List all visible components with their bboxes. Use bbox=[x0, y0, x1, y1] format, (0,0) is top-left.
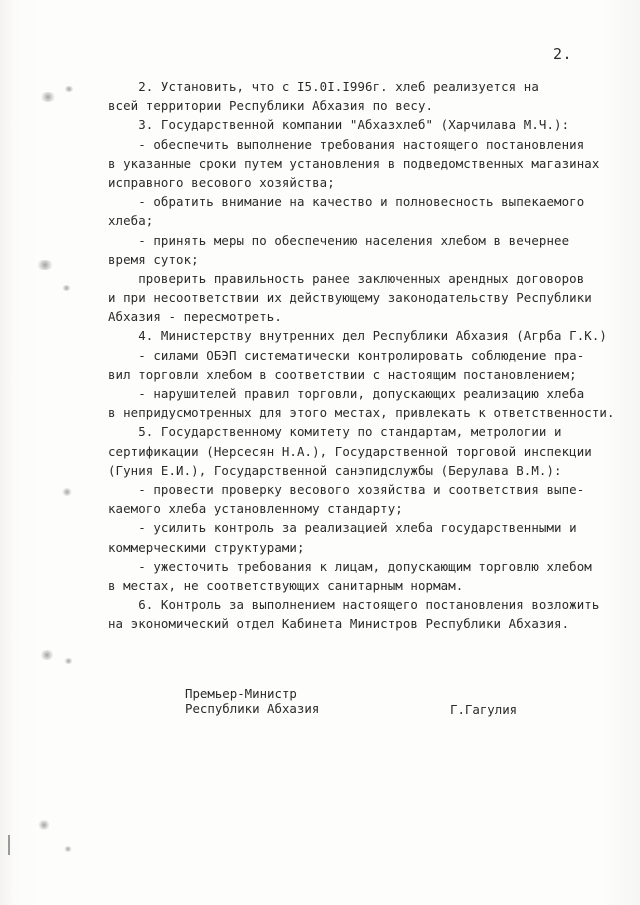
hole-punch-mark bbox=[64, 86, 74, 92]
text-line: - обеспечить выполнение требования настоящего постановления bbox=[108, 136, 585, 152]
hole-punch-mark bbox=[64, 846, 72, 852]
text-line: - принять меры по обеспечению населения хлебом в вечернее bbox=[108, 232, 570, 248]
hole-punch-mark bbox=[36, 260, 54, 270]
text-line: - обратить внимание на качество и полновесность выпекаемого bbox=[108, 194, 585, 210]
document-body bbox=[108, 77, 632, 633]
page-number: 2. bbox=[553, 45, 573, 63]
text-line: время суток; bbox=[108, 251, 199, 267]
hole-punch-mark bbox=[62, 488, 72, 496]
text-line: (Гуния Е.И.), Государственной санэпидслужбы (Берулава В.М.): bbox=[108, 462, 562, 478]
text-line: в указанные сроки путем установления в подведомственных магазинах bbox=[108, 155, 600, 171]
text-line: коммерческими структурами; bbox=[108, 539, 305, 555]
text-line: вил торговли хлебом в соответствии с настоящим постановлением; bbox=[108, 366, 577, 382]
text-line: 4. Министерству внутренних дел Республики Абхазия (Агрба Г.К.) bbox=[108, 328, 607, 344]
text-line: в местах, не соответствующих санитарным нормам. bbox=[108, 577, 464, 593]
hole-punch-mark bbox=[62, 285, 71, 291]
hole-punch-mark bbox=[38, 820, 50, 830]
text-line: - провести проверку весового хозяйства и соответствия выпе- bbox=[108, 481, 585, 497]
hole-punch-mark bbox=[40, 92, 56, 102]
text-line: исправного весового хозяйства; bbox=[108, 174, 335, 190]
text-line: 2. Установить, что с I5.0I.I996г. хлеб реализуется на bbox=[108, 79, 539, 94]
signatory-name: Г.Гагулия bbox=[450, 702, 518, 717]
text-line: - усилить контроль за реализацией хлеба государственными и bbox=[108, 520, 577, 536]
text-line: проверить правильность ранее заключенных арендных договоров bbox=[108, 270, 585, 286]
text-line: 3. Государственной компании "Абхазхлеб" (Харчилава М.Ч.): bbox=[108, 117, 570, 133]
hole-punch-mark bbox=[64, 658, 73, 664]
text-line: всей территории Республики Абхазия по весу. bbox=[108, 98, 434, 114]
text-line: Абхазия - пересмотреть. bbox=[108, 309, 282, 325]
text-line: на экономический отдел Кабинета Министров Республики Абхазия. bbox=[108, 616, 570, 632]
text-line: - нарушителей правил торговли, допускающих реализацию хлеба bbox=[108, 386, 585, 401]
signatory-title: Республики Абхазия bbox=[185, 701, 320, 716]
text-line: в непридусмотренных для этого местах, привлекать к ответственности. bbox=[108, 405, 615, 421]
text-line: сертификации (Нерсесян Н.А.), Государственной торговой инспекции bbox=[108, 443, 592, 459]
hole-punch-mark bbox=[40, 650, 54, 660]
text-line: и при несоответствии их действующему законодательству Республики bbox=[108, 290, 592, 306]
text-line: хлеба; bbox=[108, 213, 154, 229]
text-line: каемого хлеба установленному стандарту; bbox=[108, 501, 403, 517]
signatory-title: Премьер-Министр bbox=[185, 686, 297, 701]
text-line: 5. Государственному комитету по стандартам, метрологии и bbox=[108, 424, 562, 440]
text-line: - ужесточить требования к лицам, допускающим торговлю хлебом bbox=[108, 558, 592, 574]
binder-edge bbox=[8, 835, 10, 855]
signature-block bbox=[185, 686, 605, 716]
text-line: - силами ОБЭП систематически контролировать соблюдение пра- bbox=[108, 347, 585, 363]
text-line: 6. Контроль за выполнением настоящего постановления возложить bbox=[108, 597, 600, 613]
